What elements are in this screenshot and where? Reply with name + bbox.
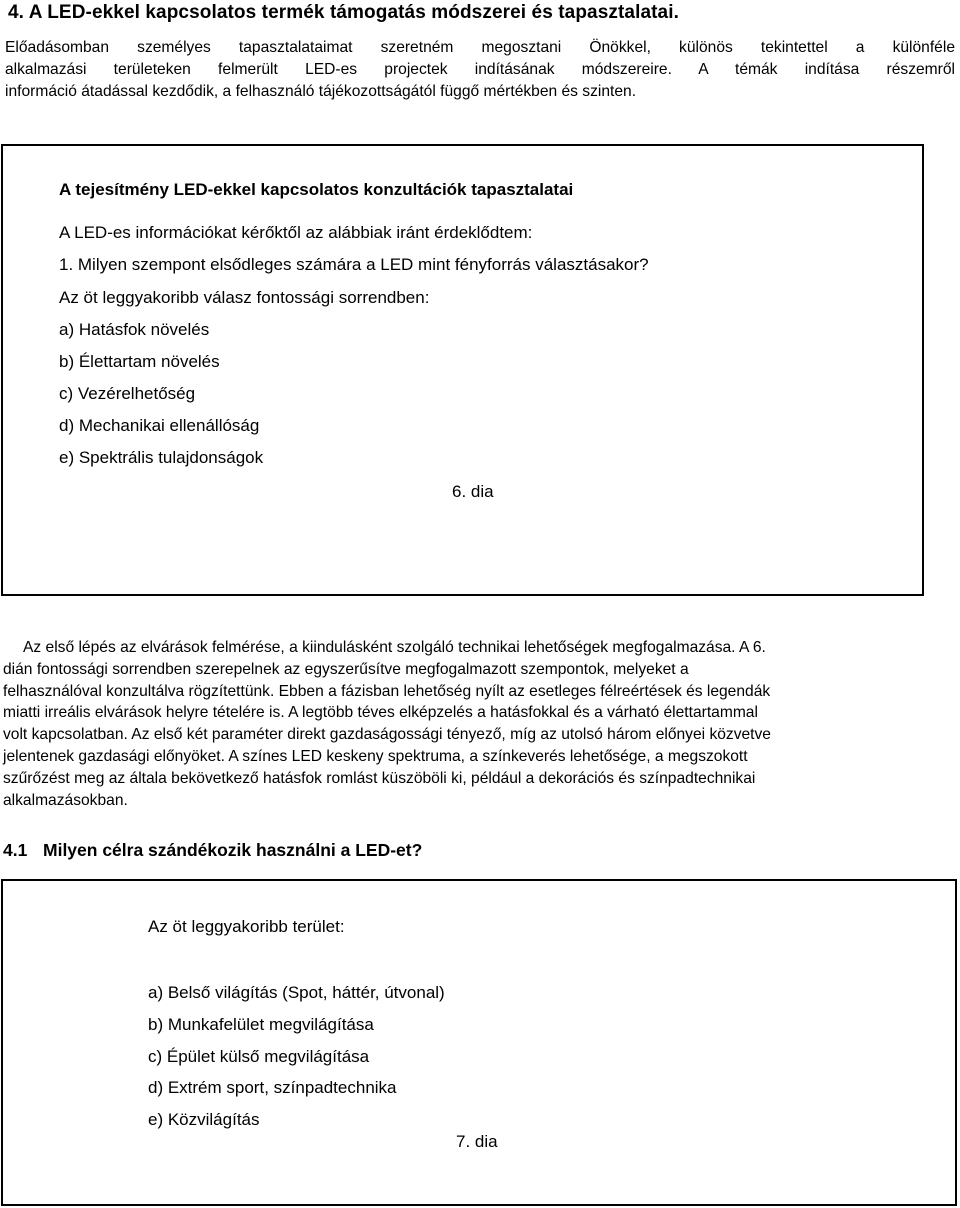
slide-6-item: e) Spektrális tulajdonságok: [59, 448, 264, 467]
slide-6-question: 1. Milyen szempont elsődleges számára a LED mint fényforrás választásakor?: [59, 255, 649, 274]
slide-6-label: 6. dia: [452, 482, 494, 501]
slide-7-intro: Az öt leggyakoribb terület:: [148, 917, 345, 936]
body-paragraph: [3, 637, 953, 811]
slide-7-item: d) Extrém sport, színpadtechnika: [148, 1078, 397, 1097]
subsection-number: 4.1: [3, 840, 28, 860]
intro-line: alkalmazási területeken felmerült LED-es projectek indításának módszereire. A témák indítása részemről: [5, 61, 955, 78]
intro-line: Előadásomban személyes tapasztalataimat szeretném megosztani Önökkel, különös tekintettel a különféle: [5, 39, 955, 56]
slide-7-item: b) Munkafelület megvilágítása: [148, 1015, 374, 1034]
body-line: dián fontossági sorrendben szerepelnek az egyszerűsítve megfogalmazott szempontok, melyeket a: [3, 660, 689, 678]
slide-6-answers-intro: Az öt leggyakoribb válasz fontossági sorrendben:: [59, 288, 430, 307]
intro-line: információ átadással kezdődik, a felhasználó tájékozottságától függő mértékben és szinten.: [5, 83, 637, 100]
body-line: Az első lépés az elvárások felmérése, a kiindulásként szolgáló technikai lehetőségek megfogalmazása. A 6.: [23, 639, 766, 656]
slide-6-title: A tejesítmény LED-ekkel kapcsolatos konzultációk tapasztalatai: [59, 180, 574, 199]
slide-6-intro: A LED-es információkat kérőktől az alábbiak iránt érdeklődtem:: [59, 223, 533, 242]
intro-paragraph: [5, 37, 955, 103]
body-line: jelentenek gazdasági előnyöket. A színes LED keskeny spektruma, a színkeverés lehetősége, a megszokott: [3, 747, 748, 765]
body-line: szűrőzést meg az általa bekövetkező hatásfok romlást küszöböli ki, például a dekorációs és színpadtechnikai: [3, 769, 756, 787]
body-line: miatti irreális elvárások helyre tételére is. A legtöbb téves elképzelés a hatásfokkal és a várható élettartammal: [3, 704, 758, 722]
body-line: volt kapcsolatban. Az első két paraméter direkt gazdaságossági tényező, míg az utolsó három előnyei közvetve: [3, 726, 771, 744]
slide-7-label: 7. dia: [456, 1132, 498, 1151]
slide-6-item: c) Vezérelhetőség: [59, 384, 196, 403]
body-line: alkalmazásokban.: [3, 791, 128, 809]
section-heading: 4. A LED-ekkel kapcsolatos termék támogatás módszerei és tapasztalatai.: [8, 2, 679, 23]
subsection-title: Milyen célra szándékozik használni a LED-et?: [43, 840, 423, 860]
slide-7-item: a) Belső világítás (Spot, háttér, útvonal): [148, 983, 445, 1002]
slide-7-item: c) Épület külső megvilágítása: [148, 1047, 370, 1066]
slide-7-item: e) Közvilágítás: [148, 1110, 260, 1129]
slide-6-item: b) Élettartam növelés: [59, 352, 220, 371]
subsection-heading: [3, 840, 422, 861]
body-line: felhasználóval konzultálva rögzítettünk. Ebben a fázisban lehetőség nyílt az esetleges félreértések és legendák: [3, 682, 771, 700]
slide-6-item: a) Hatásfok növelés: [59, 320, 210, 339]
slide-7-frame: [1, 879, 957, 1206]
slide-6-item: d) Mechanikai ellenállóság: [59, 416, 260, 435]
